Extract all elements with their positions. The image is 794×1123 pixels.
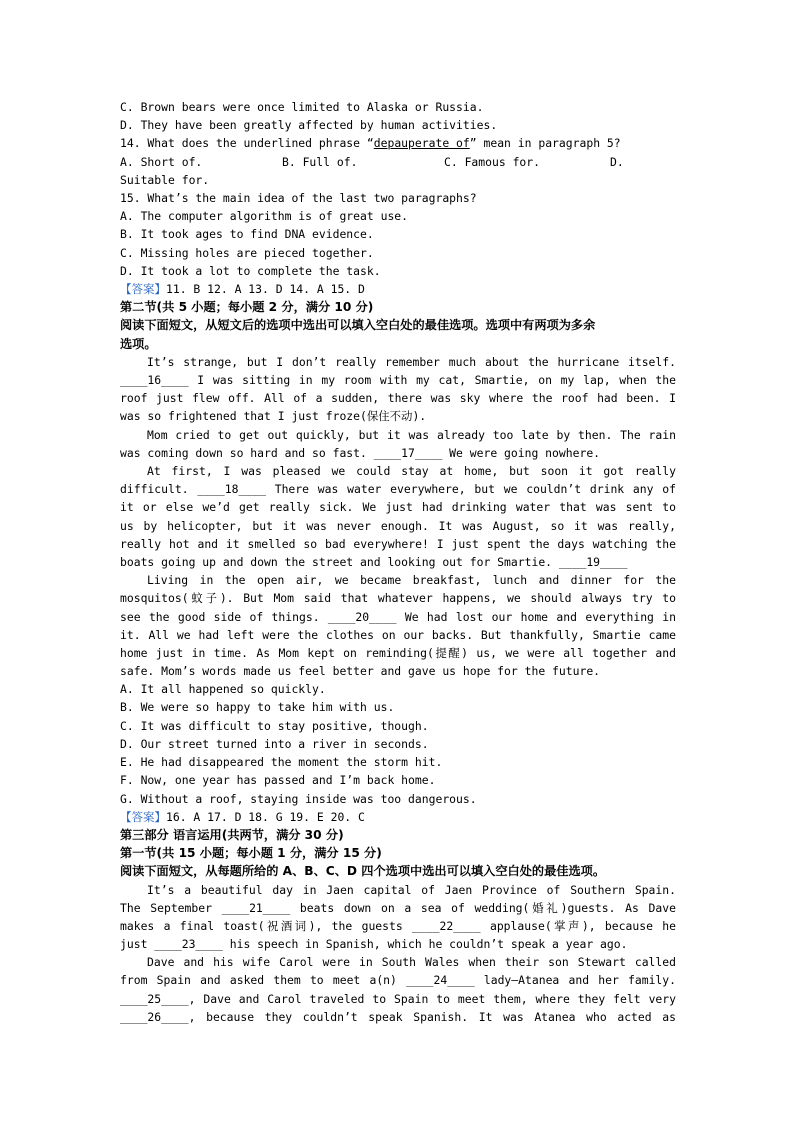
option-a: A. It all happened so quickly. [120,682,326,697]
option-c: C. It was difficult to stay positive, though. [120,718,429,733]
option-line: Suitable for. [120,172,210,187]
passage-line: just ____23____ his speech in Spanish, which he couldn’t speak a year ago. [120,937,628,952]
passage-line: home just in time. As Mom kept on reminding(提醒) us, we were all together and [120,645,676,660]
option-g: G. Without a roof, staying inside was too dangerous. [120,791,477,806]
underlined-phrase: depauperate of [373,136,470,151]
option-line: D. It took a lot to complete the task. [120,263,381,278]
option-d: D. Our street turned into a river in seconds. [120,736,429,751]
passage-line: us by helicopter, but it was never enough. It was August, so it was really, [120,518,676,533]
answer-tag: 【答案】 [120,282,166,297]
passage-line: At first, I was pleased we could stay at home, but soon it got really [147,464,676,478]
option-b: B. We were so happy to take him with us. [120,700,395,715]
option-e: E. He had disappeared the moment the storm hit. [120,755,443,770]
passage-line: Dave and his wife Carol were in South Wales when their son Stewart called [147,955,676,970]
passage-line: ____26____, because they couldn’t speak Spanish. It was Atanea who acted as [120,1009,676,1024]
section-instructions-cont: 选项。 [120,336,157,351]
answer-line: 【答案】11. B 12. A 13. D 14. A 15. D [120,282,365,297]
passage-line: Living in the open air, we became breakfast, lunch and dinner for the [147,573,676,588]
passage-line: makes a final toast(祝酒词), the guests ____22____ applause(掌声), because he [120,918,676,933]
option-line: C. Brown bears were once limited to Alaska or Russia. [120,100,484,114]
section-instructions: 阅读下面短文，从短文后的选项中选出可以填入空白处的最佳选项。选项中有两项为多余 [120,318,596,333]
passage-line: ____25____, Dave and Carol traveled to Spain to meet them, where they felt very [120,991,676,1006]
question-14: 14. What does the underlined phrase “depauperate of” mean in paragraph 5? [120,136,621,151]
option-line: D. They have been greatly affected by human activities. [120,118,498,133]
passage-line: it or else we’d get really sick. We just had drinking water that was sent to [120,500,676,515]
passage-line: Mom cried to get out quickly, but it was already too late by then. The rain [147,427,676,442]
passage-line: boats going up and down the street and looking out for Smartie. ____19____ [120,554,628,569]
passage-line: roof just flew off. All of a sudden, there was sky where the roof had been. I [120,391,676,406]
passage-line: It’s a beautiful day in Jaen capital of Jaen Province of Southern Spain. [147,882,676,897]
passage-line: mosquitos(蚊子). But Mom said that whatever happens, we should always try to [120,591,676,606]
passage-line: It’s strange, but I don’t really remember much about the hurricane itself. [147,354,676,369]
passage-line: it. All we had left were the clothes on our backs. But thankfully, Smartie came [120,627,676,642]
section-instructions: 阅读下面短文，从每题所给的 A、B、C、D 四个选项中选出可以填入空白处的最佳选项。 [120,864,606,879]
passage-line: ____16____ I was sitting in my room with my cat, Smartie, on my lap, when the [120,373,676,388]
passage-line: from Spain and asked them to meet a(n) ____24____ lady—Atanea and her family. [120,973,676,988]
passage-line: see the good side of things. ____20____ We had lost our home and everything in [120,609,676,624]
passage-line: safe. Mom’s words made us feel better and gave us hope for the future. [120,664,601,679]
passage-line: was coming down so hard and so fast. ____17____ We were going nowhere. [120,445,601,460]
document-page [120,98,676,1026]
option-line: C. Missing holes are pieced together. [120,245,374,260]
passage-line: The September ____21____ beats down on a sea of wedding(婚礼)guests. As Dave [120,900,676,915]
answer-tag: 【答案】 [120,809,166,824]
question-15: 15. What’s the main idea of the last two paragraphs? [120,191,477,206]
answer-line: 【答案】16. A 17. D 18. G 19. E 20. C [120,809,365,824]
option-f: F. Now, one year has passed and I’m back home. [120,773,436,788]
part-heading: 第三部分 语言运用(共两节，满分 30 分) [120,827,344,842]
passage-line: really hot and it smelled so bad everywhere! I just spent the days watching the [120,536,676,551]
passage-line: was so frightened that I just froze(保住不动). [120,409,427,424]
option-line: B. It took ages to find DNA evidence. [120,227,374,242]
option-line: A. The computer algorithm is of great use. [120,209,409,224]
passage-line: difficult. ____18____ There was water everywhere, but we couldn’t drink any of [120,482,676,497]
section-heading: 第一节(共 15 小题；每小题 1 分，满分 15 分) [120,846,382,861]
section-heading: 第二节(共 5 小题；每小题 2 分，满分 10 分) [120,300,374,315]
question-14-options: A. Short of. B. Full of. C. Famous for. D. [120,154,624,169]
